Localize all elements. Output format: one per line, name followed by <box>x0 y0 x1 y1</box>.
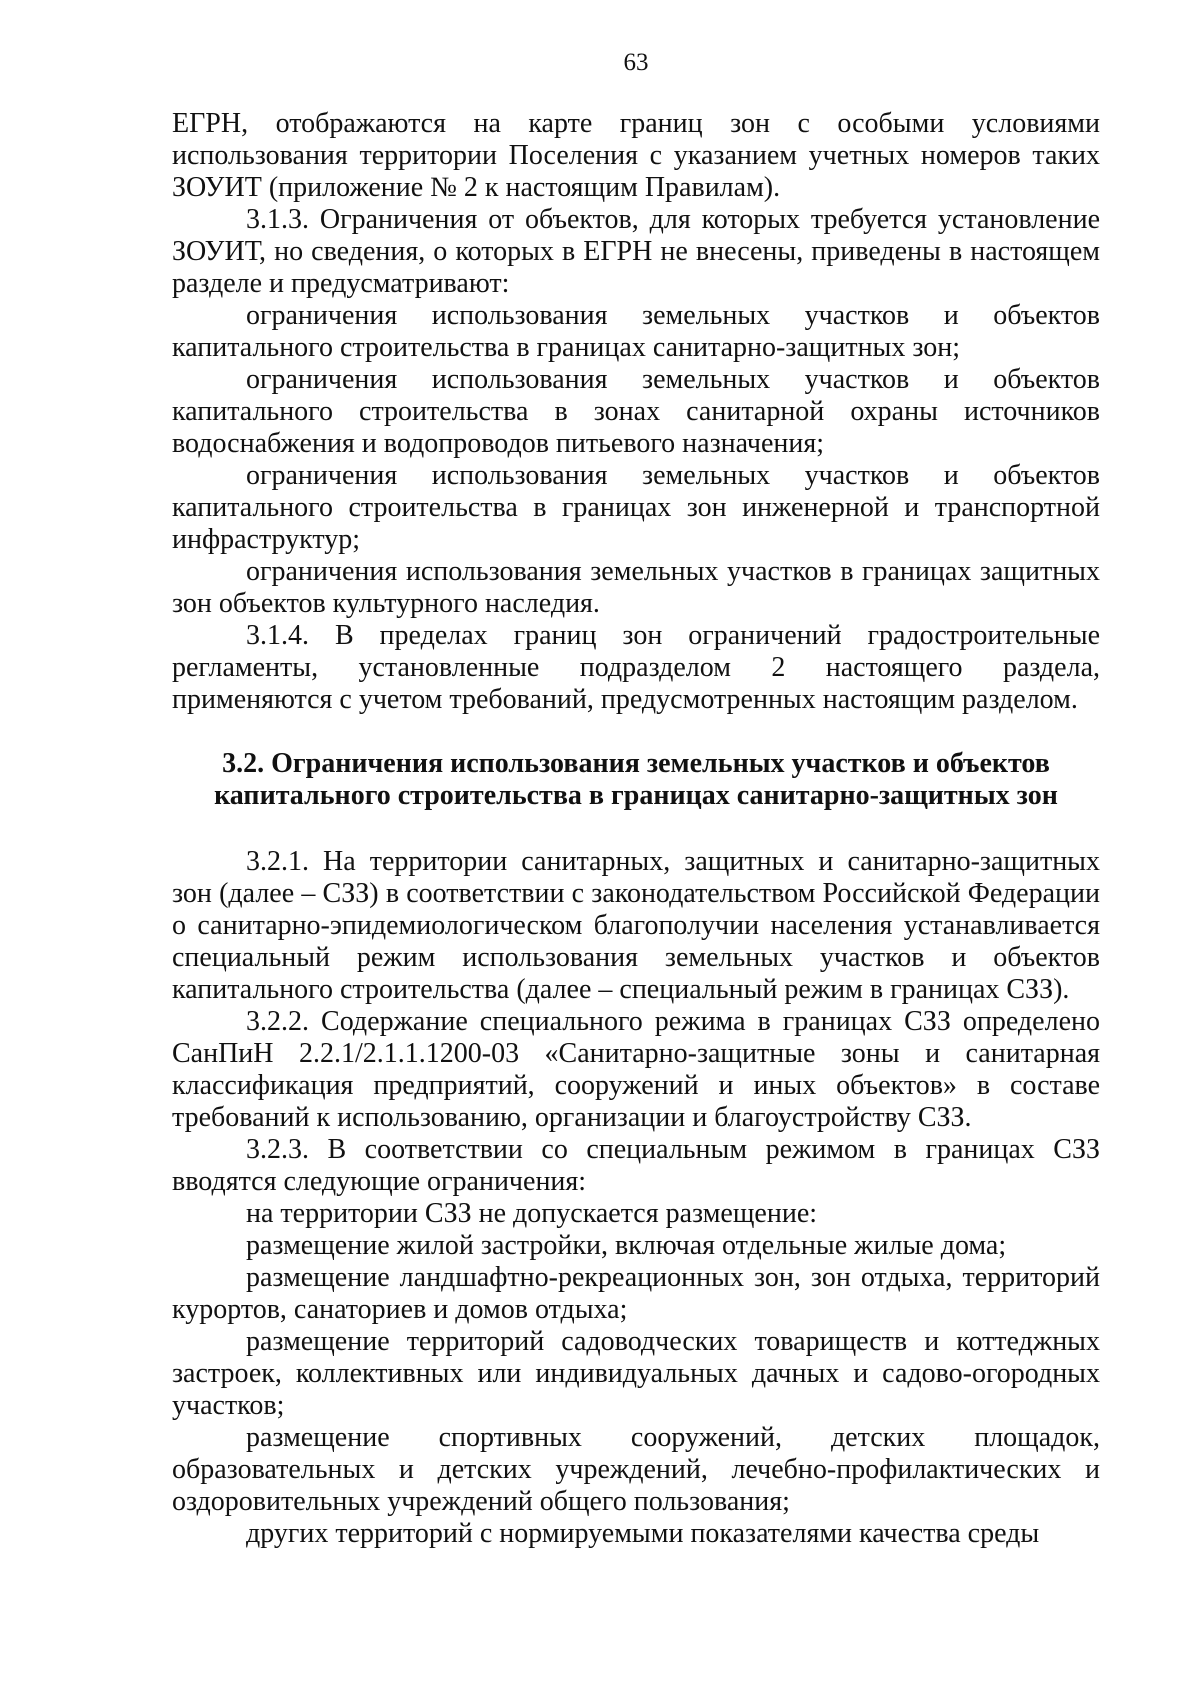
list-item: ограничения использования земельных участков в границах защитных зон объектов культурного наследия. <box>172 556 1100 619</box>
list-item: размещение жилой застройки, включая отдельные жилые дома; <box>246 1230 1007 1261</box>
list-item: размещение ландшафтно-рекреационных зон, зон отдыха, территорий курортов, санаториев и домов отдыха; <box>172 1262 1100 1325</box>
list-item: размещение спортивных сооружений, детских площадок, образовательных и детских учреждений, лечебно-профилактических и оздоровительных учреждений общего пользования; <box>172 1422 1100 1517</box>
list-item: размещение территорий садоводческих товариществ и коттеджных застроек, коллективных или индивидуальных дачных и садово-огородных участков; <box>172 1326 1100 1421</box>
paragraph: 3.2.3. В соответствии со специальным режимом в границах СЗЗ вводятся следующие ограничения: <box>172 1134 1100 1197</box>
section-heading <box>172 748 1100 812</box>
page-number: 63 <box>623 49 649 76</box>
section-heading-line: капитального строительства в границах санитарно-защитных зон <box>214 780 1058 811</box>
paragraph: 3.1.4. В пределах границ зон ограничений градостроительные регламенты, установленные подразделом 2 настоящего раздела, применяются с учетом требований, предусмотренных настоящим разделом. <box>172 620 1100 715</box>
list-item: ограничения использования земельных участков и объектов капитального строительства в зонах санитарной охраны источников водоснабжения и водопроводов питьевого назначения; <box>172 364 1100 459</box>
paragraph: ЕГРН, отображаются на карте границ зон с особыми условиями использования территории Поселения с указанием учетных номеров таких ЗОУИТ (приложение № 2 к настоящим Правилам). <box>172 108 1100 203</box>
section-heading-line: 3.2. Ограничения использования земельных участков и объектов <box>222 748 1050 779</box>
paragraph: 3.2.1. На территории санитарных, защитных и санитарно-защитных зон (далее – СЗЗ) в соответствии с законодательством Российской Федерации о санитарно-эпидемиологическом благополучии населения устанавливается специальный режим использования земельных участков и объектов капитального строительства (далее – специальный режим в границах СЗЗ). <box>172 846 1100 1005</box>
list-item: ограничения использования земельных участков и объектов капитального строительства в границах зон инженерной и транспортной инфраструктур; <box>172 460 1100 555</box>
paragraph: 3.1.3. Ограничения от объектов, для которых требуется установление ЗОУИТ, но сведения, о которых в ЕГРН не внесены, приведены в настоящем разделе и предусматривают: <box>172 204 1100 299</box>
document-body <box>172 108 1100 1550</box>
list-item: ограничения использования земельных участков и объектов капитального строительства в границах санитарно-защитных зон; <box>172 300 1100 363</box>
paragraph: 3.2.2. Содержание специального режима в границах СЗЗ определено СанПиН 2.2.1/2.1.1.1200-03 «Санитарно-защитные зоны и санитарная классификация предприятий, сооружений и иных объектов» в составе требований к использованию, организации и благоустройству СЗЗ. <box>172 1006 1100 1133</box>
list-item: на территории СЗЗ не допускается размещение: <box>246 1198 818 1229</box>
list-item: других территорий с нормируемыми показателями качества среды <box>246 1518 1040 1549</box>
